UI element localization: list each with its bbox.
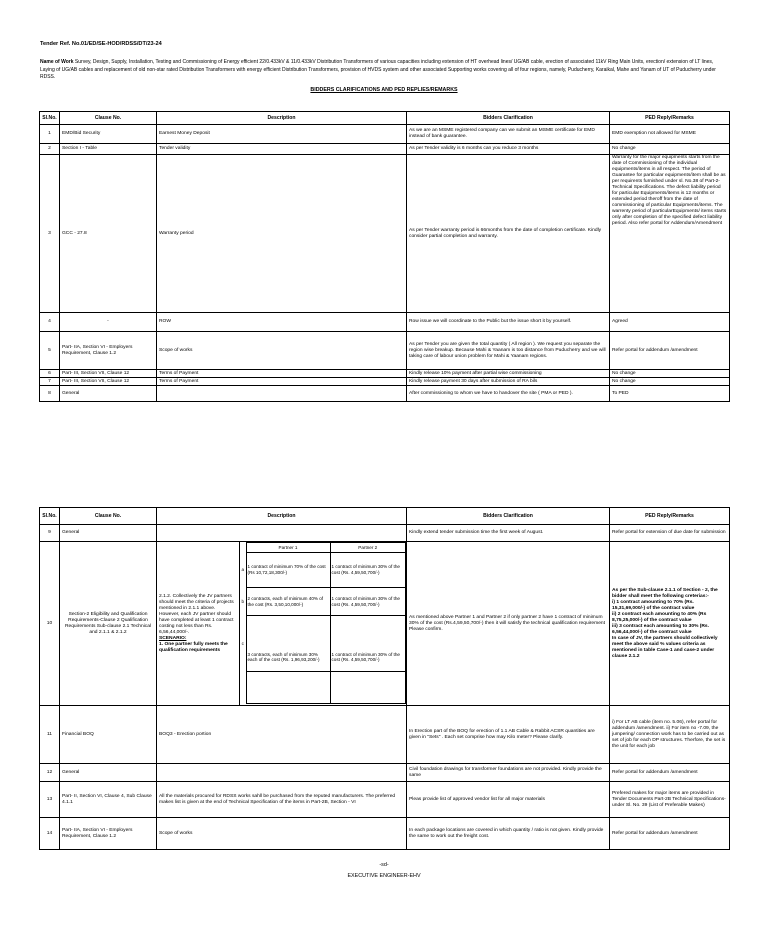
cell-clarification: As per Tender you are given the total quantity ( All region ). We request you separate the region wise breakup. Because Mahi & Yaanam is too distance from Puducherry and we will taking care of labour union problem for Mahi & Yaanam regions.: [407, 332, 610, 370]
cell-reply: Warranty for the major equipments starts from the date of Commissioning of the individual equipments/items in all respect. The period of Guarantee for particular equipments/item shall be as per requirents furnished under sl. No.38 of Part-2- Technical Specifications. The defect liability period for particular Equipments/items is 12 months or extended period theroff from the date of commissioning of particular Equipments/items. The warrenty period of particularEquipments/ items starts only after completion of the specified defect liability period. Also refer portal for Addendum/Amendment: [610, 155, 730, 313]
cell-clause: -: [60, 313, 157, 332]
table-row: [40, 764, 730, 782]
cell-clause: Part- III, Section VII, Clause 12: [60, 370, 157, 378]
cell-clarification: As per Tender validity is 6 months can you reduce 3 months: [407, 144, 610, 155]
table-row: [40, 386, 730, 402]
scenario-row-a: [240, 553, 406, 588]
cell-clarification: After commissioning to whom we have to handover the site ( PMA or PED ).: [407, 386, 610, 402]
cell-description: Terms of Payment: [157, 378, 407, 386]
cell-clause: General: [60, 386, 157, 402]
cell-clarification: Civil foundation drawings for transformer foundations are not provided. Kindly provide the same: [407, 764, 610, 782]
table-row: [40, 313, 730, 332]
table-header-row: [40, 508, 730, 525]
cell-clause: Part- IIA, Section VI - Employers Requirement, Clause 1.2: [60, 332, 157, 370]
partner-1-cell: 3 contracts, each of minimum 30% each of the cost (Rs. 1,96,93,200/-): [246, 616, 330, 672]
cell-description: Tender validity: [157, 144, 407, 155]
table-row: [40, 370, 730, 378]
description-layout: [157, 542, 406, 705]
cell-sl: 4: [40, 313, 60, 332]
table-row: [40, 332, 730, 370]
col-header-reply: PED Reply/Remarks: [610, 508, 730, 525]
cell-sl: 7: [40, 378, 60, 386]
cell-reply: Refer portal for addendum /amendment: [610, 818, 730, 850]
cell-sl: 5: [40, 332, 60, 370]
scenario-row-empty: [240, 672, 406, 704]
cell-clarification: Kindly extend tender submission time the first week of August.: [407, 525, 610, 542]
cell-reply: No change: [610, 378, 730, 386]
cell-clause: Financial BOQ: [60, 706, 157, 764]
cell-sl: 11: [40, 706, 60, 764]
cell-reply: No change: [610, 144, 730, 155]
cell-reply: Refer portal for addendum /amendment: [610, 332, 730, 370]
jv-criteria-text: [157, 542, 239, 705]
table-row: [40, 542, 730, 706]
table-row: [40, 706, 730, 764]
document-subtitle: BIDDERS CLARIFICATIONS AND PED REPLIES/REMARKS: [310, 87, 458, 93]
partner-2-cell: 1 contract of minimum 30% of the cost (Rs. 4,59,50,700/-): [330, 616, 406, 672]
table-row: [40, 125, 730, 144]
cell-clarification: Kindly release payment 30 days after submission of RA bils: [407, 378, 610, 386]
cell-clarification: Kindly release 10% payment after partial wise commissioning: [407, 370, 610, 378]
reply-line: iii) 3 contract each amounting to 30% (Rs. 6,56,44,000/-) of the contract value: [612, 623, 710, 635]
cell-description: ROW: [157, 313, 407, 332]
cell-sl: 6: [40, 370, 60, 378]
cell-description: Terms of Payment: [157, 370, 407, 378]
col-header-sl: Sl.No.: [40, 112, 60, 125]
scenario-letter: a: [240, 553, 246, 588]
scenario-row-c: [240, 616, 406, 672]
cell-sl: 13: [40, 782, 60, 818]
col-header-reply: PED Reply/Remarks: [610, 112, 730, 125]
reply-line: ii) 2 contract each amounting to 40% (Rs 8,75,25,000/-) of the contract value: [612, 611, 707, 623]
table-row: [40, 155, 730, 313]
cell-clause: Section-2 Eligibility and Qualification Requirements-Clause 2 Qualification Requirements Sub-clause 2.1 Technical and 2.1.1 & 2.1.2: [60, 542, 157, 706]
cell-clarification: In each package locations are covered in which quantity / ratio is not given. Kindly provide the same to work out the freight cost.: [407, 818, 610, 850]
name-of-work-text: Survey, Design, Supply, Installation, Testing and Commissioning of Energy efficient 22/0.433kV & 11/0.433kV Distribution Transformers of various capacities including extension of HT overhead lines/ UG/AB cable, erection of associated 11kV Ring Main Units, erection/ extension of LT lines, Laying of UG/AB cables and replacement of old non-star rated Distribution Transformers with energy efficient Distribution Transformers, provision of HVDS system and other associated Supporting works covering all of four regions, namely, Puducherry, Karaikal, Mahe and Yanam of UT of Puducherry under RDSS.: [40, 59, 716, 80]
partner-1-header: Partner 1: [246, 543, 330, 553]
cell-clause: GCC - 27.8: [60, 155, 157, 313]
cell-sl: 1: [40, 125, 60, 144]
cell-description: Warranty period: [157, 155, 407, 313]
signatory-title: EXECUTIVE ENGINEER-EHV: [347, 873, 421, 879]
cell-description: [157, 764, 407, 782]
table-row: [40, 818, 730, 850]
cell-sl: 14: [40, 818, 60, 850]
cell-clause: Part- III, Section VII, Clause 12: [60, 378, 157, 386]
cell-clause: Section I - Table: [60, 144, 157, 155]
cell-sl: 9: [40, 525, 60, 542]
cell-clarification: As per Tender warranty period is 66months from the date of completion certificate. Kindly consider partial completion and warranty.: [407, 155, 610, 313]
partner-2-cell: 1 contract of minimum 30% of the cost (Rs. 4,59,50,700/-): [330, 553, 406, 588]
cell-reply: i) For LT AB cable (item no. 5.06), refer portal for addendum /amendment. ii) For item no -7.09, the jumpering/ connection work has to be carried out as set of job for each DP structures. Therfore, the set is the unit for each job: [610, 706, 730, 764]
col-header-clarification: Bidders Clarification: [407, 508, 610, 525]
col-header-description: Description: [157, 112, 407, 125]
cell-clarification: As mentioned above Partner 1 and Partner 2 if only partner 2 have 1 contract of minimum 30% of the cost (Rs.4,59,50,700/-) then it will satisfy the technical qualification requirement Please confirm.: [407, 542, 610, 706]
reply-line: i) 1 contract amounting to 70% (Rs. 15,31,69,000/-) of the contract value: [612, 599, 695, 611]
cell-description: [157, 386, 407, 402]
cell-reply: Agreed: [610, 313, 730, 332]
cell-reply: EMD exemption not allowed for MSME: [610, 125, 730, 144]
clarifications-table-2: [39, 507, 730, 850]
scenario-row-b: [240, 588, 406, 616]
table-header-row: [40, 112, 730, 125]
cell-reply: Refer portal for addendum /amendment: [610, 764, 730, 782]
cell-description: [157, 542, 407, 706]
cell-clause: Part- IIA, Section VI - Employers Requirement, Clause 1.2: [60, 818, 157, 850]
cell-sl: 10: [40, 542, 60, 706]
partner-2-header: Partner 2: [330, 543, 406, 553]
cell-clarification: Pleas provide list of approved vendor list for all major materials: [407, 782, 610, 818]
cell-sl: 12: [40, 764, 60, 782]
tender-reference: Tender Ref. No.01/ED/SE-HOD/RDSS/DT/23-24: [40, 41, 162, 47]
partner-2-cell: 1 contract of minimum 30% of the cost (Rs. 4,59,50,700/-): [330, 588, 406, 616]
name-of-work: [40, 59, 728, 82]
cell-sl: 8: [40, 386, 60, 402]
cell-description: Scope of works: [157, 332, 407, 370]
cell-reply: Refer portal for extension of due date for submission: [610, 525, 730, 542]
cell-description: BOQ3 - Erection portion: [157, 706, 407, 764]
cell-clarification: In Erection part of the BOQ for erection of 1.1 AB Cable & Rabbit ACSR quantities are given in "Sets" . Each set comprise how may Kilo meter? Please clarify.: [407, 706, 610, 764]
reply-line: As per the Sub-clause 2.1.1 of Section - 2, the bidder shall meet the following creterias:-: [612, 587, 718, 599]
clarifications-table-1: [39, 111, 730, 402]
cell-reply: No change: [610, 370, 730, 378]
scenario-label: SCENARIO:: [159, 635, 187, 641]
cell-description: All the materials procured for RDSS works sahll be purchased from the reputed manufacturers. The preferred makes list is given at the end of Technical Specification of the items in Part-2B, Section - VI: [157, 782, 407, 818]
partner-1-cell: 1 contract of minimum 70% of the cost (Rs 10,72,18,300/-): [246, 553, 330, 588]
cell-clause: General: [60, 764, 157, 782]
col-header-sl: Sl.No.: [40, 508, 60, 525]
cell-clarification: Row issue we will coordinate to the Public but the issue short it by yourself.: [407, 313, 610, 332]
table-row: [40, 144, 730, 155]
scenario-letter: b: [240, 588, 246, 616]
col-header-clause: Clause No.: [60, 508, 157, 525]
jv-criteria-paragraph: 2.1.2. Collectively the JV partners should meet the criteria of projects mentioned in 2.1.1 above. However, each JV partner should have completed at least 1 contract costing not less than Rs. 6,56,44,000/-.: [159, 593, 234, 635]
table-row: [40, 525, 730, 542]
cell-clause: Part- II, Section VI, Clause 4, Sub Clause 4.1.1: [60, 782, 157, 818]
partner-header-row: [240, 543, 406, 553]
col-header-clause: Clause No.: [60, 112, 157, 125]
table-row: [40, 378, 730, 386]
cell-description: Scope of works: [157, 818, 407, 850]
cell-clause: General: [60, 525, 157, 542]
scenario-text: 1. One partner fully meets the qualification requirements: [159, 641, 228, 653]
cell-sl: 3: [40, 155, 60, 313]
partner-subtable-wrap: [239, 542, 406, 705]
cell-reply: To PED: [610, 386, 730, 402]
scenario-letter: c: [240, 616, 246, 672]
partner-1-cell: 2 contracts, each of minimum 40% of the cost (Rs. 3,50,10,000/-): [246, 588, 330, 616]
name-of-work-label: Name of Work: [40, 59, 74, 65]
cell-reply: [610, 542, 730, 706]
cell-reply: Prefered makes for major items are provided in Tender Documents Part-2B Technical Specifications-under Sl. No. 39 (List of Preferable Makes): [610, 782, 730, 818]
col-header-clarification: Bidders Clarification: [407, 112, 610, 125]
signed-mark: -sd-: [379, 862, 389, 868]
cell-sl: 2: [40, 144, 60, 155]
cell-clause: EMD/Bid Security: [60, 125, 157, 144]
cell-clarification: As we are an MSME registered company can we submit an MSME certificate for EMD instead of bank guarantee.: [407, 125, 610, 144]
partner-subtable: [240, 542, 406, 704]
table-row: [40, 782, 730, 818]
col-header-description: Description: [157, 508, 407, 525]
reply-line: In case of JV, the partners should collectively meet the above said % values criteria as mentioned in table Case-1 and case-2 under clause 2.1.2: [612, 635, 718, 659]
cell-description: [157, 525, 407, 542]
cell-description: Earnest Money Deposit: [157, 125, 407, 144]
